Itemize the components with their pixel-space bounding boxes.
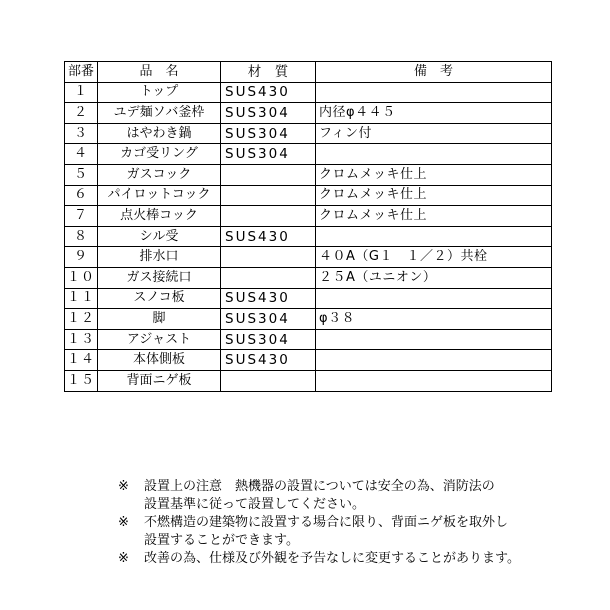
cell-remarks: ４０A（G１ １／２）共栓 — [316, 247, 552, 268]
table-row — [65, 103, 552, 124]
note-line: 設置上の注意 熱機器の設置については安全の為、消防法の — [144, 479, 495, 494]
cell-remarks: 内径φ４４５ — [316, 103, 552, 124]
note-text — [144, 550, 588, 568]
cell-material: SUS304 — [221, 103, 316, 124]
cell-material: SUS304 — [221, 309, 316, 330]
cell-part-name: 本体側板 — [98, 350, 221, 371]
table-row — [65, 185, 552, 206]
cell-material — [221, 164, 316, 185]
table-row — [65, 206, 552, 227]
cell-remarks — [316, 350, 552, 371]
table-row — [65, 247, 552, 268]
table-row — [65, 288, 552, 309]
cell-part-number: ２ — [65, 103, 98, 124]
cell-material: SUS430 — [221, 350, 316, 371]
note-mark: ※ — [118, 479, 129, 494]
cell-part-number: ７ — [65, 206, 98, 227]
table-row — [65, 350, 552, 371]
parts-table-body — [65, 82, 552, 391]
table-row — [65, 267, 552, 288]
table-header-row — [65, 62, 552, 83]
cell-part-number: ９ — [65, 247, 98, 268]
cell-remarks: ２５A（ユニオン） — [316, 267, 552, 288]
table-row — [65, 123, 552, 144]
header-remarks: 備 考 — [316, 62, 552, 83]
cell-material — [221, 206, 316, 227]
cell-part-name: 背面ニゲ板 — [98, 370, 221, 391]
cell-part-name: トップ — [98, 82, 221, 103]
note-item — [118, 550, 588, 568]
note-mark: ※ — [118, 551, 129, 566]
cell-material — [221, 267, 316, 288]
table-row — [65, 309, 552, 330]
cell-part-name: ガス接続口 — [98, 267, 221, 288]
cell-part-name: シル受 — [98, 226, 221, 247]
cell-part-name: 点火棒コック — [98, 206, 221, 227]
cell-part-number: １４ — [65, 350, 98, 371]
cell-remarks — [316, 226, 552, 247]
cell-part-number: ６ — [65, 185, 98, 206]
cell-material: SUS304 — [221, 123, 316, 144]
parts-table — [64, 61, 552, 392]
cell-part-number: ８ — [65, 226, 98, 247]
cell-remarks — [316, 144, 552, 165]
header-material: 材 質 — [221, 62, 316, 83]
table-row — [65, 329, 552, 350]
cell-part-name: 排水口 — [98, 247, 221, 268]
table-row — [65, 144, 552, 165]
note-line: 改善の為、仕様及び外観を予告なしに変更することがあります。 — [144, 551, 520, 566]
note-text — [144, 478, 588, 514]
cell-material: SUS304 — [221, 329, 316, 350]
header-part-number: 部番 — [65, 62, 98, 83]
cell-part-name: スノコ板 — [98, 288, 221, 309]
cell-material — [221, 247, 316, 268]
cell-part-number: １３ — [65, 329, 98, 350]
cell-remarks — [316, 288, 552, 309]
cell-part-number: １ — [65, 82, 98, 103]
note-item — [118, 478, 588, 514]
cell-part-number: １２ — [65, 309, 98, 330]
cell-part-name: ガスコック — [98, 164, 221, 185]
cell-part-name: カゴ受リング — [98, 144, 221, 165]
table-row — [65, 226, 552, 247]
cell-remarks — [316, 370, 552, 391]
cell-material: SUS430 — [221, 288, 316, 309]
cell-remarks: クロムメッキ仕上 — [316, 185, 552, 206]
cell-material: SUS430 — [221, 82, 316, 103]
notes-section — [118, 478, 588, 568]
note-item — [118, 514, 588, 550]
table-row — [65, 82, 552, 103]
header-part-name: 品 名 — [98, 62, 221, 83]
table-row — [65, 164, 552, 185]
cell-part-number: ４ — [65, 144, 98, 165]
cell-material: SUS430 — [221, 226, 316, 247]
cell-remarks: クロムメッキ仕上 — [316, 206, 552, 227]
note-mark: ※ — [118, 515, 129, 530]
cell-material — [221, 370, 316, 391]
cell-remarks — [316, 82, 552, 103]
cell-material: SUS304 — [221, 144, 316, 165]
cell-remarks: フィン付 — [316, 123, 552, 144]
cell-part-number: １０ — [65, 267, 98, 288]
cell-part-number: ５ — [65, 164, 98, 185]
cell-material — [221, 185, 316, 206]
note-line: 設置することができます。 — [144, 533, 299, 548]
note-line: 不燃構造の建築物に設置する場合に限り、背面ニゲ板を取外し — [144, 515, 509, 530]
cell-part-number: ３ — [65, 123, 98, 144]
cell-part-name: 脚 — [98, 309, 221, 330]
cell-part-name: ユデ麺ソバ釜枠 — [98, 103, 221, 124]
table-row — [65, 370, 552, 391]
cell-part-number: １５ — [65, 370, 98, 391]
cell-remarks — [316, 329, 552, 350]
cell-part-name: アジャスト — [98, 329, 221, 350]
cell-part-number: １１ — [65, 288, 98, 309]
note-text — [144, 514, 588, 550]
cell-part-name: パイロットコック — [98, 185, 221, 206]
cell-part-name: はやわき鍋 — [98, 123, 221, 144]
note-line: 設置基準に従って設置してください。 — [144, 497, 366, 512]
cell-remarks: クロムメッキ仕上 — [316, 164, 552, 185]
cell-remarks: φ３８ — [316, 309, 552, 330]
